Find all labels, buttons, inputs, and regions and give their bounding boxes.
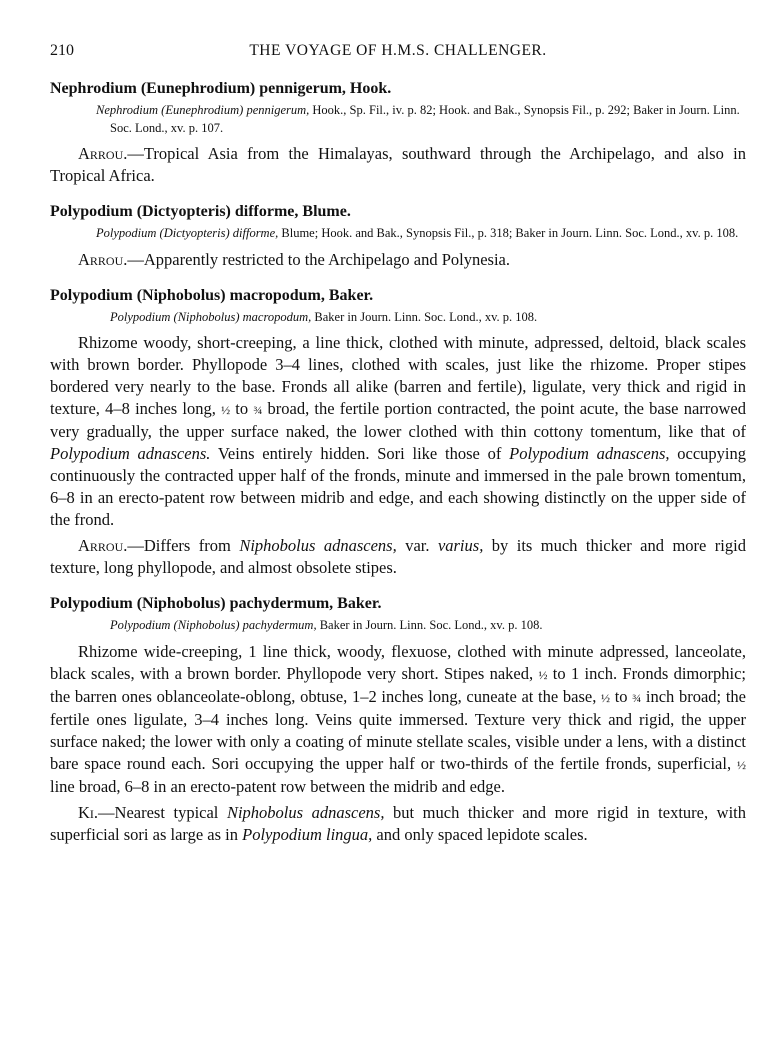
desc-text: line broad, 6–8 in an erecto-patent row between the midrib and edge. bbox=[50, 776, 505, 796]
locality-note bbox=[50, 143, 746, 187]
fraction: ¾ bbox=[253, 403, 263, 417]
ref-italic: Polypodium (Dictyopteris) difforme, bbox=[96, 226, 279, 240]
ref-italic: Polypodium (Niphobolus) pachydermum, bbox=[110, 618, 317, 632]
fraction: ½ bbox=[737, 757, 746, 772]
fraction: ¾ bbox=[632, 690, 642, 705]
locality-name: Ki. bbox=[78, 802, 99, 822]
ref-italic: Polypodium (Niphobolus) macropodum, bbox=[110, 309, 312, 324]
desc-text: occupying continuously the contracted upper half of the fronds, minute and immersed in the pale brown tomentum, 6–8 in an erecto-patent row between midrib and edge, and each showing distinctly on the upper side of the frond. bbox=[50, 444, 746, 529]
desc-italic: Polypodium adnascens, bbox=[509, 444, 670, 463]
desc-text: to 1 inch. Fronds dimorphic; the barren ones oblanceolate-oblong, obtuse, 1–2 inches long, cuneate at the base, bbox=[50, 663, 746, 706]
fraction: ½ bbox=[601, 690, 611, 705]
ref-rest: Blume; Hook. and Bak., Synopsis Fil., p. 318; Baker in Journ. Linn. Soc. Lond., xv. p. 108. bbox=[278, 226, 739, 240]
species-heading: Polypodium (Dictyopteris) difforme, Blume. bbox=[50, 203, 351, 220]
description-paragraph bbox=[50, 641, 746, 798]
locality-name: Arrou. bbox=[78, 536, 128, 555]
reference-citation bbox=[110, 309, 746, 327]
species-heading: Polypodium (Niphobolus) macropodum, Baker. bbox=[50, 286, 374, 304]
note-text: but much thicker and more rigid in texture, with superficial sori as large as in bbox=[50, 802, 746, 844]
locality-note bbox=[50, 249, 746, 271]
running-head: THE VOYAGE OF H.M.S. CHALLENGER. bbox=[249, 42, 547, 59]
reference-citation bbox=[96, 102, 746, 137]
desc-text: Rhizome woody, short-creeping, a line thick, clothed with minute, adpressed, deltoid, black scales with brown border. Phyllopode 3–4 lines, clothed with scales, just like the rhizome. Proper stipes bordered very nearly to the base. Fronds all alike (barren and fertile), ligulate, very thick and rigid in texture, 4–8 inches long, bbox=[50, 333, 746, 418]
note-text: by its much thicker and more rigid texture, long phyllopode, and almost obsolete stipes. bbox=[50, 536, 746, 577]
ref-rest: Baker in Journ. Linn. Soc. Lond., xv. p. 108. bbox=[316, 618, 543, 632]
note-text: —Differs from bbox=[127, 536, 240, 555]
note-italic: Niphobolus adnascens, bbox=[239, 536, 397, 555]
desc-text: Rhizome wide-creeping, 1 line thick, woody, flexuose, clothed with minute adpressed, lanceolate, black scales, with a brown border. Phyllopode very short. Stipes naked, bbox=[50, 641, 746, 683]
locality-note bbox=[50, 802, 746, 846]
page-number: 210 bbox=[50, 42, 74, 59]
note-italic: Niphobolus adnascens, bbox=[226, 802, 385, 822]
desc-text: inch broad; the fertile ones ligulate, 3–4 inches long. Veins quite immersed. Texture very thick and rigid, the upper surface naked; the lower with only a coating of minute stellate scales, visible under a lens, with a distinct bare space round each. Sori occupying the upper half or two-thirds of the fertile fronds, superficial, bbox=[50, 686, 746, 773]
page-header bbox=[50, 42, 746, 72]
note-italic: varius, bbox=[437, 536, 484, 555]
locality-name: Arrou. bbox=[78, 249, 128, 269]
ref-rest: Hook., Sp. Fil., iv. p. 82; Hook. and Bak., Synopsis Fil., p. 292; Baker in Journ. Linn. Soc. Lond., xv. p. 107. bbox=[110, 103, 740, 135]
desc-text: broad, the fertile portion contracted, the point acute, the base narrowed very gradually, the upper surface naked, the lower clothed with thin cottony tomentum, like that of bbox=[50, 399, 747, 441]
locality-text: —Apparently restricted to the Archipelago and Polynesia. bbox=[127, 249, 510, 269]
reference-citation bbox=[96, 225, 746, 243]
note-text: and only spaced lepidote scales. bbox=[372, 824, 588, 844]
ref-rest: Baker in Journ. Linn. Soc. Lond., xv. p. 108. bbox=[311, 309, 538, 324]
desc-text: Veins entirely hidden. Sori like those of bbox=[210, 444, 510, 463]
species-heading: Polypodium (Niphobolus) pachydermum, Baker. bbox=[50, 595, 382, 612]
note-text: —Nearest typical bbox=[98, 802, 227, 822]
note-text: var. bbox=[396, 536, 438, 555]
fraction: ½ bbox=[538, 667, 548, 682]
locality-text: —Tropical Asia from the Himalayas, southward through the Archipelago, and also in Tropical Africa. bbox=[50, 144, 746, 185]
locality-name: Arrou. bbox=[78, 144, 128, 163]
species-entry bbox=[50, 285, 746, 580]
desc-text: to bbox=[610, 686, 633, 706]
fraction: ½ bbox=[221, 403, 231, 417]
desc-italic: Polypodium adnascens. bbox=[50, 444, 211, 463]
description-paragraph bbox=[50, 332, 746, 531]
species-entry bbox=[50, 201, 746, 271]
reference-citation bbox=[110, 617, 746, 635]
species-heading: Nephrodium (Eunephrodium) pennigerum, Hook. bbox=[50, 80, 392, 97]
locality-note bbox=[50, 535, 746, 579]
species-entry bbox=[50, 593, 746, 846]
species-entry bbox=[50, 78, 746, 187]
ref-italic: Nephrodium (Eunephrodium) pennigerum, bbox=[96, 103, 310, 117]
note-italic: Polypodium lingua, bbox=[242, 824, 373, 844]
desc-text: to bbox=[230, 399, 254, 418]
